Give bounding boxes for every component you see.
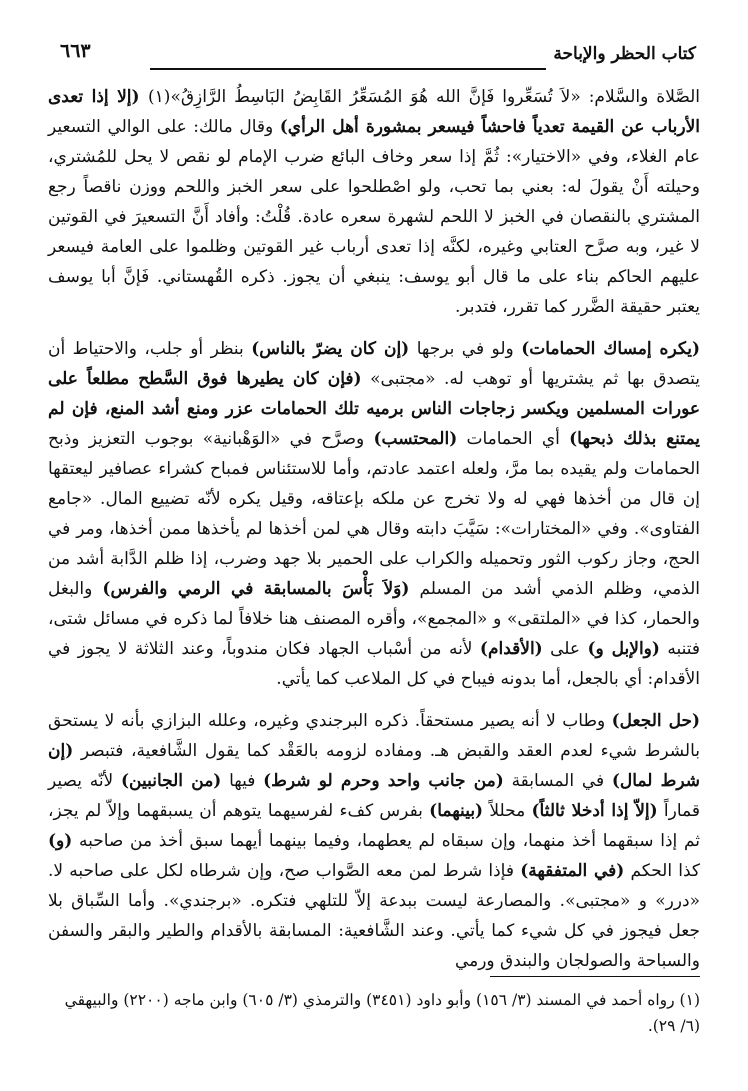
- paragraph: [48, 334, 700, 694]
- text-run: كذا الحكم: [624, 861, 700, 881]
- footnotes: [48, 976, 700, 1039]
- bold-phrase: (فإن كان يطيرها فوق السَّطح مطلعاً على عورات المسلمين ويكسر زجاجات الناس برميه تلك الحمامات عزر ومنع أشد المنع، فإن لم يمتنع بذلك ذبحها): [48, 369, 700, 449]
- page-header: [60, 40, 696, 76]
- paragraph: [48, 706, 700, 976]
- text-run: فإذا شرط لمن معه الصَّواب صح، وإن شرطاه لكل على صاحبه لا. «درر» و «مجتبى». والمصارعة ليست ببدعة إلاّ للتلهي فتكره. «برجندي». وأما السِّباق بلا جعل فيجوز في كل شيء كما يأتي. وعند الشَّافعية: المسابقة بالأقدام والطير والبقر والسفن والسباحة والصولجان والبندق ورمي: [48, 861, 700, 971]
- header-rule: [150, 68, 546, 70]
- paragraph: [48, 82, 700, 322]
- bold-phrase: (إلاّ إذا أدخلا ثالثاً): [531, 801, 658, 821]
- text-run: لأنه من أسْباب الجهاد فكان مندوباً، وعند الثلاثة لا يجوز في الأقدام: أي بالجعل، أما بدونه فيباح في كل الملاعب كما يأتي.: [48, 639, 700, 689]
- footnote-1: (١) رواه أحمد في المسند (٣/ ١٥٦) وأبو داود (٣٤٥١) والترمذي (٣/ ٦٠٥) وابن ماجه (٢٢٠٠) والبيهقي (٦/ ٢٩).: [64, 991, 700, 1035]
- bold-phrase: (و): [48, 831, 73, 851]
- running-title: كتاب الحظر والإباحة: [553, 44, 696, 64]
- text-run: الصَّلاة والسَّلام: «لاَ تُسَعِّروا فَإنَّ الله هُوَ المُسَعِّرُ القَابِضُ البَاسِطُ الرَّازِقُ»: [170, 87, 701, 107]
- bold-phrase: (وَلاَ بَأْسَ بالمسابقة في الرمي والفرس): [102, 579, 410, 599]
- bold-phrase: (حل الجعل): [611, 711, 700, 731]
- bold-phrase: (من الجانبين): [120, 771, 222, 791]
- text-run: محللاً: [483, 801, 532, 821]
- text-run: بنظر أو جلب، والاحتياط أن يتصدق بها ثم يشتريها أو توهب له. «مجتبى»: [48, 339, 700, 389]
- main-text: [48, 82, 700, 976]
- bold-phrase: (الأقدام): [479, 639, 543, 659]
- bold-phrase: (إن كان يضرّ بالناس): [251, 339, 410, 359]
- text-run: وصرَّح في «الوَهْبانية» بوجوب التعزيز وذبح الحمامات ولم يقيده بما مرَّ، ولعله اعتمد عادتم، وأما للاستئناس فمباح كشراء عصافير ليعتقها إن قال من أخذها فهي له ولا تخرج عن ملكه بإعتاقه، وقيل يكره لأنّه تضييع المال. «جامع الفتاوى». وفي «المختارات»: سَيَّبَ دابته وقال هي لمن أخذها لم يأخذها ممن أخذها، ومر في الحج، وجاز ركوب الثور وتحميله والكراب على الحمير بلا جهد وضرب، إذا ظلم الدَّابة أشد من الذمي، وظلم الذمي أشد من المسلم: [48, 429, 701, 599]
- bold-phrase: (في المتفقهة): [520, 861, 625, 881]
- text-run: أي الحمامات: [457, 429, 570, 449]
- bold-phrase: (بينهما): [429, 801, 484, 821]
- bold-phrase: (والإبل و): [587, 639, 660, 659]
- text-run: على: [542, 639, 588, 659]
- text-run: لأنّه يصير قماراً: [48, 771, 700, 821]
- text-run: فيها: [221, 771, 264, 791]
- text-run: ولو في برجها: [409, 339, 522, 359]
- bold-phrase: (المحتسب): [373, 429, 458, 449]
- text-run: بفرس كفء لفرسيهما يتوهم أن يسبقهما وإلاّ لم يجز، ثم إذا سبقهما أخذ منهما، وإن سبقاه لم يعطهما، وفيما بينهما أيهما سبق أخذ من صاحبه: [48, 801, 700, 851]
- page-number: ٦٦٣: [60, 40, 91, 62]
- bold-phrase: (يكره إمساك الحمامات): [521, 339, 700, 359]
- footnote-rule: [490, 976, 700, 977]
- text-run: وقال مالك: على الوالي التسعير عام الغلاء، وفي «الاختيار»: ثُمَّ إذا سعر وخاف البائع ضرب الإمام لو نقص لا يحل للمُشتري، وحيلته أَنْ يقولَ له: بعني بما تحب، ولو اصْطلحوا على سعر الخبز واللحم ووزن ناقصاً رجع المشتري بالنقصان في الخبز لا اللحم لشهرة سعره عادة. قُلْتُ: وأفاد أَنَّ التسعيرَ في القوتين لا غير، وبه صرَّح العتابي وغيره، لكنَّه إذا تعدى أرباب غير القوتين وظلموا على العامة فيسعر عليهم الحاكم بناء على ما قال أبو يوسف: ينبغي أن يجوز. ذكره القُهستاني. فَإنَّ أبا يوسف يعتبر حقيقة الضَّرر كما تقرر، فتدبر.: [48, 117, 700, 317]
- bold-phrase: (من جانب واحد وحرم لو شرط): [263, 771, 504, 791]
- text-run: (١): [148, 87, 171, 107]
- text-run: والبغل والحمار، كذا في «الملتقى» و «المجمع»، وأقره المصنف هنا خلافاً لما ذكره في مسائل شتى، فتنبه: [48, 579, 700, 659]
- text-run: وطاب لا أنه يصير مستحقاً. ذكره البرجندي وغيره، وعلله البزازي بأنه لا يستحق بالشرط شيء لعدم العقد والقبض هـ. ومفاده لزومه بالعَقْد كما يقول الشَّافعية، فتبصر: [48, 711, 700, 761]
- text-run: في المسابقة: [503, 771, 612, 791]
- bold-phrase: (إن شرط لمال): [48, 741, 701, 791]
- bold-phrase: (إلا إذا تعدى الأرباب عن القيمة تعدياً فاحشاً فيسعر بمشورة أهل الرأي): [48, 87, 700, 137]
